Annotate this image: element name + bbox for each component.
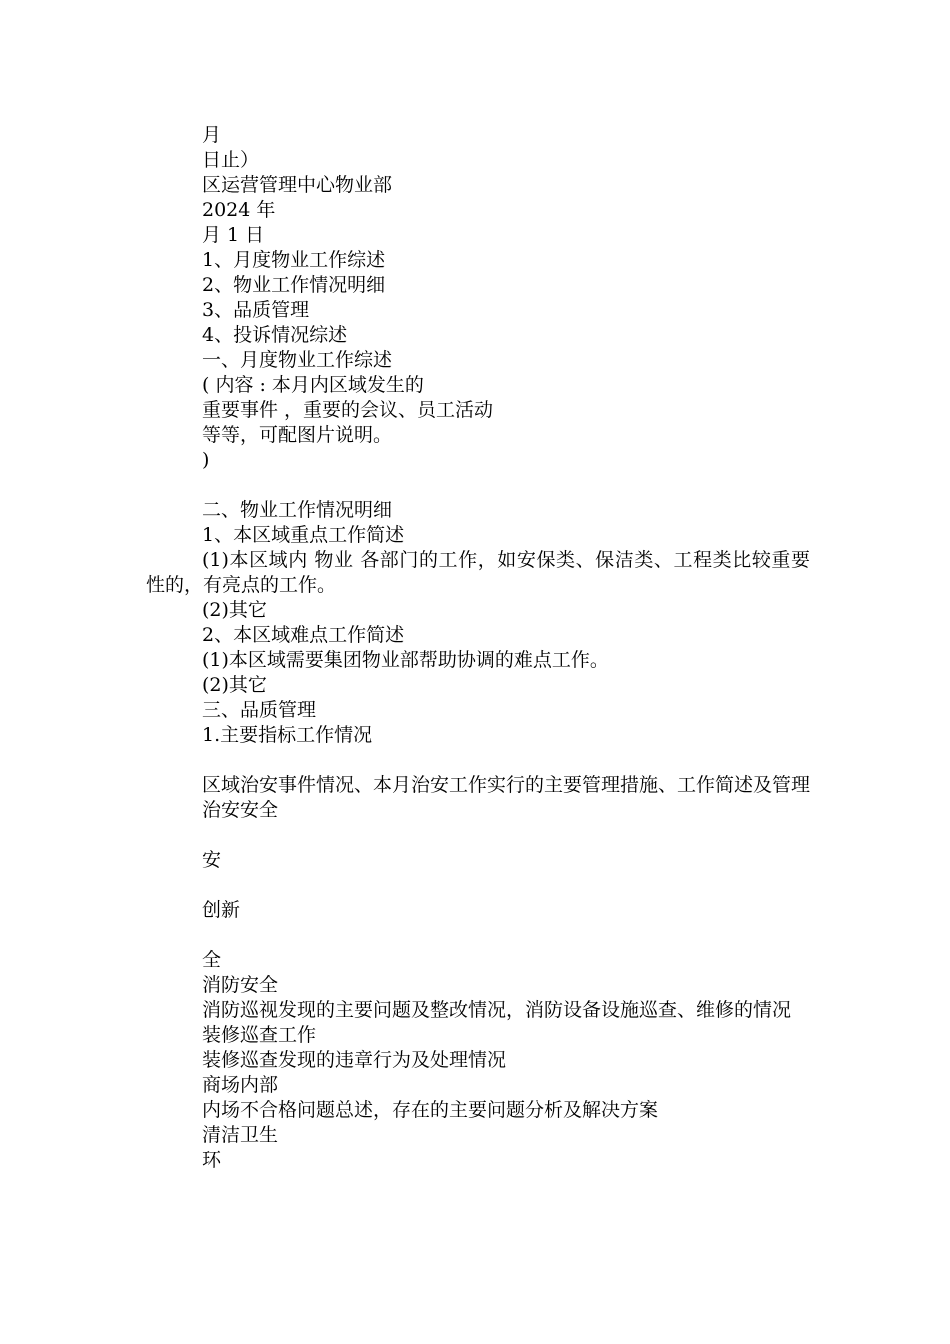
text-line: 环 bbox=[202, 1149, 222, 1171]
text-line: 内场不合格问题总述，存在的主要问题分析及解决方案 bbox=[202, 1099, 659, 1121]
date-day: 月 1 日 bbox=[202, 224, 265, 246]
blank-line bbox=[146, 748, 810, 773]
text-line: 装修巡查发现的违章行为及处理情况 bbox=[202, 1049, 507, 1071]
toc-item: 3、品质管理 bbox=[202, 299, 310, 321]
text-line: 创新 bbox=[202, 899, 241, 921]
text-line: ) bbox=[202, 449, 210, 471]
section-heading: 三、品质管理 bbox=[202, 699, 317, 721]
toc-item: 4、投诉情况综述 bbox=[202, 324, 348, 346]
text-line: (2)其它 bbox=[202, 674, 267, 696]
blank-line bbox=[146, 923, 810, 948]
paragraph: 区域治安事件情况、本月治安工作实行的主要管理措施、工作简述及管理 bbox=[202, 774, 811, 796]
subsection-heading: 1.主要指标工作情况 bbox=[202, 724, 373, 746]
text-line: (1)本区域需要集团物业部帮助协调的难点工作。 bbox=[202, 649, 609, 671]
blank-line bbox=[146, 823, 810, 848]
text-line: 月 bbox=[202, 124, 222, 146]
text-line: 装修巡查工作 bbox=[202, 1024, 317, 1046]
date-year: 2024 年 bbox=[202, 199, 276, 221]
toc-item: 1、月度物业工作综述 bbox=[202, 249, 386, 271]
paragraph: (1)本区域内 物业 各部门的工作，如安保类、保洁类、工程类比较重要性的，有亮点的工作。 bbox=[146, 549, 810, 596]
section-heading: 一、月度物业工作综述 bbox=[202, 349, 393, 371]
subsection-heading: 2、本区域难点工作简述 bbox=[202, 624, 405, 646]
text-line: 治安安全 bbox=[202, 799, 279, 821]
blank-line bbox=[146, 473, 810, 498]
document-body bbox=[146, 123, 810, 1173]
subsection-heading: 1、本区域重点工作简述 bbox=[202, 524, 405, 546]
text-line: 重要事件 ，重要的会议、员工活动 bbox=[202, 399, 494, 421]
text-line: 清洁卫生 bbox=[202, 1124, 279, 1146]
section-heading: 二、物业工作情况明细 bbox=[202, 499, 393, 521]
blank-line bbox=[146, 873, 810, 898]
text-line: ( 内容 : 本月内区域发生的 bbox=[202, 374, 424, 396]
text-line: 安 bbox=[202, 849, 222, 871]
text-line: (2)其它 bbox=[202, 599, 267, 621]
text-line: 消防安全 bbox=[202, 974, 279, 996]
text-line: 日止） bbox=[202, 149, 260, 171]
paragraph: 消防巡视发现的主要问题及整改情况，消防设备设施巡查、维修的情况 bbox=[202, 999, 792, 1021]
toc-item: 2、物业工作情况明细 bbox=[202, 274, 386, 296]
text-line: 等等，可配图片说明。 bbox=[202, 424, 393, 446]
department-name: 区运营管理中心物业部 bbox=[202, 174, 393, 196]
text-line: 全 bbox=[202, 949, 222, 971]
text-line: 商场内部 bbox=[202, 1074, 279, 1096]
